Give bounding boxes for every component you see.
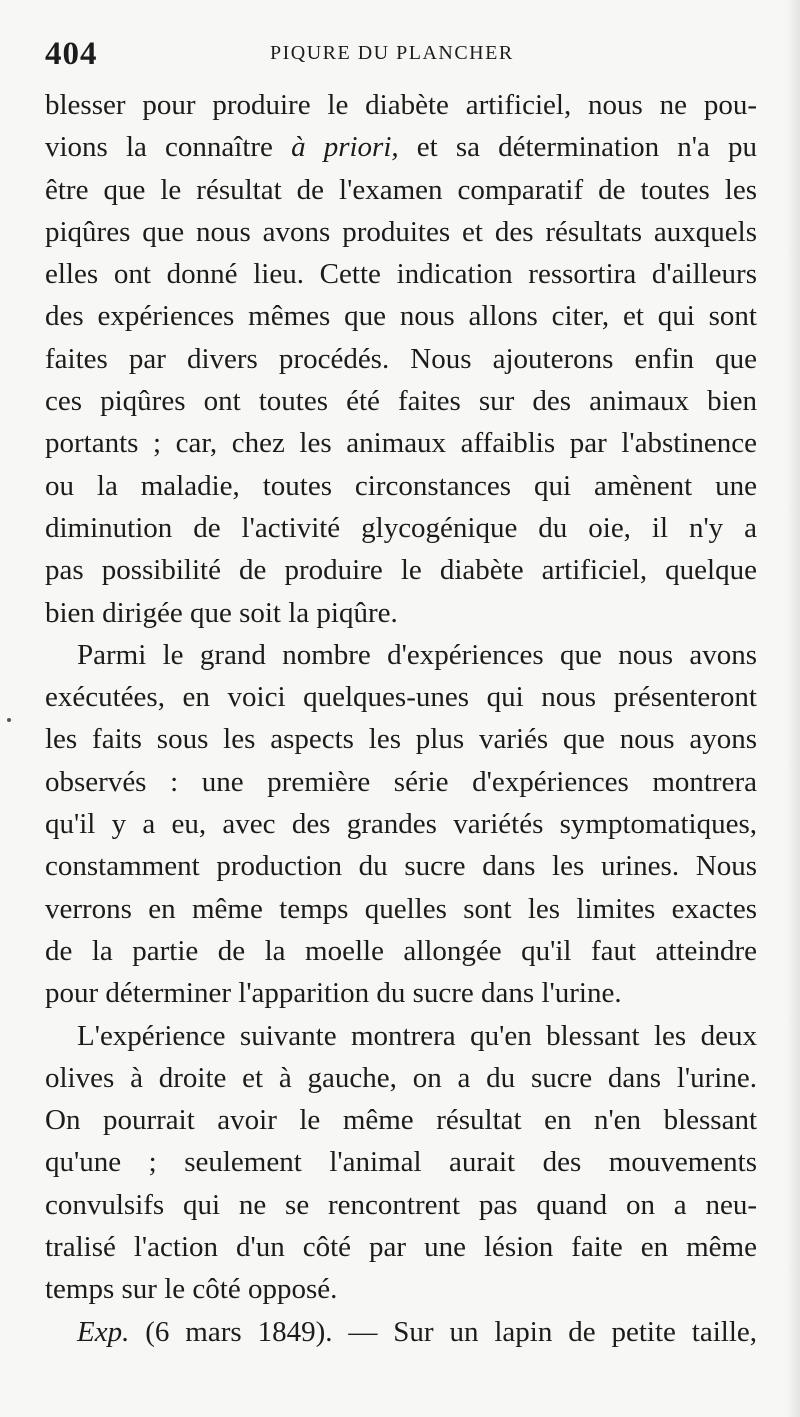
text-line: ou la maladie, toutes circonstances qui amènent une bbox=[45, 469, 757, 502]
margin-speck bbox=[7, 718, 11, 722]
text-line: bien dirigée que soit la piqûre. bbox=[45, 596, 398, 629]
text-line: des expériences mêmes que nous allons citer, et qui sont bbox=[45, 300, 757, 333]
text-line: convulsifs qui ne se rencontrent pas quand on a neu- bbox=[45, 1188, 757, 1221]
text-line: olives à droite et à gauche, on a du sucre dans l'urine. bbox=[45, 1061, 757, 1094]
text-line: pour déterminer l'apparition du sucre dans l'urine. bbox=[45, 977, 622, 1010]
text-line: qu'il y a eu, avec des grandes variétés symptomatiques, bbox=[45, 808, 757, 841]
text-line: pas possibilité de produire le diabète artificiel, quelque bbox=[45, 554, 757, 587]
text-line: observés : une première série d'expériences montrera bbox=[45, 765, 757, 798]
text-segment: (6 mars 1849). — Sur un lapin de petite taille, bbox=[145, 1315, 758, 1348]
text-line: qu'une ; seulement l'animal aurait des mouvements bbox=[45, 1146, 757, 1179]
text-line: constamment production du sucre dans les urines. Nous bbox=[45, 850, 757, 883]
experiment-label: Exp. bbox=[77, 1315, 130, 1348]
italic-phrase: à priori, bbox=[291, 131, 399, 164]
text-line: être que le résultat de l'examen comparatif de toutes les bbox=[45, 173, 757, 206]
text-line: L'expérience suivante montrera qu'en blessant les deux bbox=[77, 1019, 757, 1052]
page-edge-shadow bbox=[786, 0, 800, 1417]
running-title: PIQURE DU PLANCHER bbox=[270, 42, 514, 64]
text-line: ces piqûres ont toutes été faites sur des animaux bien bbox=[45, 385, 757, 418]
text-line: les faits sous les aspects les plus variés que nous ayons bbox=[45, 723, 757, 756]
text-line bbox=[45, 126, 757, 168]
text-line: blesser pour produire le diabète artificiel, nous ne pou- bbox=[45, 89, 757, 121]
text-line: piqûres que nous avons produites et des résultats auxquels bbox=[45, 215, 757, 248]
text-line: exécutées, en voici quelques-unes qui nous présenteront bbox=[45, 681, 757, 714]
text-line: elles ont donné lieu. Cette indication ressortira d'ailleurs bbox=[45, 258, 757, 291]
text-line: diminution de l'activité glycogénique du oie, il n'y a bbox=[45, 511, 757, 544]
text-segment: vions la connaître bbox=[45, 131, 273, 164]
page-number: 404 bbox=[45, 36, 98, 72]
text-line: portants ; car, chez les animaux affaiblis par l'abstinence bbox=[45, 427, 757, 460]
text-line: tralisé l'action d'un côté par une lésion faite en même bbox=[45, 1231, 757, 1264]
text-line bbox=[45, 1311, 757, 1353]
page-header bbox=[45, 28, 755, 78]
body-text bbox=[45, 84, 757, 1353]
text-line: de la partie de la moelle allongée qu'il faut atteindre bbox=[45, 934, 757, 967]
text-line: Parmi le grand nombre d'expériences que nous avons bbox=[77, 638, 757, 671]
text-line: temps sur le côté opposé. bbox=[45, 1273, 338, 1306]
text-line: verrons en même temps quelles sont les limites exactes bbox=[45, 892, 757, 925]
text-line: On pourrait avoir le même résultat en n'en blessant bbox=[45, 1104, 757, 1137]
text-line: faites par divers procédés. Nous ajouterons enfin que bbox=[45, 342, 757, 375]
text-segment: et sa détermination n'a pu bbox=[416, 131, 758, 164]
